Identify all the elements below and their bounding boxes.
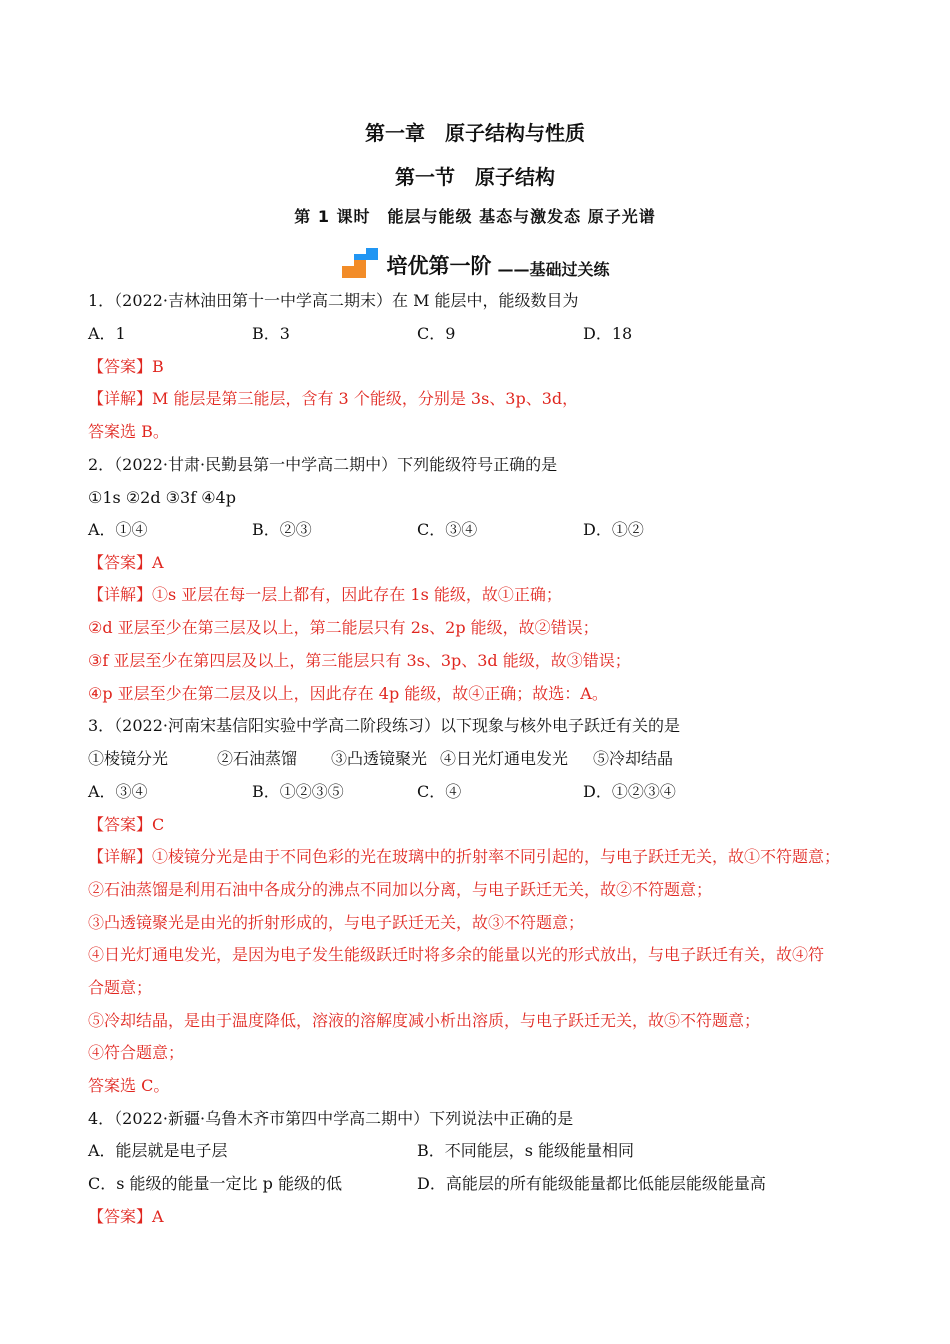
question-1-stem: 1．（2022·吉林油田第十一中学高二期末）在 M 能层中，能级数目为: [88, 291, 579, 310]
question-3-detail: ③凸透镜聚光是由光的折射形成的，与电子跃迁无关，故③不符题意；: [88, 913, 585, 932]
option-b: B．不同能层，s 能级能量相同: [417, 1141, 635, 1160]
question-1-answer: 【答案】B: [88, 357, 164, 376]
option-c: C．s 能级的能量一定比 p 能级的低: [88, 1174, 342, 1193]
item: ⑤冷却结晶: [593, 749, 674, 768]
option-b: B．②③: [252, 520, 312, 539]
option-c: C．③④: [417, 520, 478, 539]
option-a: A．能层就是电子层: [88, 1141, 228, 1160]
question-1-detail: 【详解】M 能层是第三能层，含有 3 个能级，分别是 3s、3p、3d，: [88, 389, 579, 408]
item: ②石油蒸馏: [217, 749, 298, 768]
question-2-detail: 【详解】①s 亚层在每一层上都有，因此存在 1s 能级，故①正确；: [88, 585, 562, 604]
lesson-title: 第 1 课时 能层与能级 基态与激发态 原子光谱: [294, 207, 656, 226]
question-3-detail: 合题意；: [88, 978, 153, 997]
question-3-detail: 答案选 C。: [88, 1076, 170, 1095]
stairs-icon: [340, 246, 380, 280]
chapter-title: 第一章 原子结构与性质: [365, 121, 585, 145]
banner-main: 培优第一阶: [386, 254, 492, 278]
question-3-detail: ⑤冷却结晶，是由于温度降低，溶液的溶解度减小析出溶质，与电子跃迁无关，故⑤不符题意；: [88, 1011, 761, 1030]
item: ①棱镜分光: [88, 749, 169, 768]
question-2-answer: 【答案】A: [88, 553, 164, 572]
option-d: D．高能层的所有能级能量都比低能层能级能量高: [417, 1174, 766, 1193]
option-d: D．①②③④: [583, 782, 676, 801]
question-3-detail: ④日光灯通电发光，是因为电子发生能级跃迁时将多余的能量以光的形式放出，与电子跃迁有关，故④符: [88, 945, 825, 964]
section-title: 第一节 原子结构: [395, 165, 555, 189]
item: ③凸透镜聚光: [331, 749, 428, 768]
option-b: B．3: [252, 324, 290, 343]
option-a: A．①④: [88, 520, 148, 539]
question-2-detail: ④p 亚层至少在第二层及以上，因此存在 4p 能级，故④正确；故选：A。: [88, 684, 608, 703]
question-3-detail: ④符合题意；: [88, 1043, 185, 1062]
question-3-detail: 【详解】①棱镜分光是由于不同色彩的光在玻璃中的折射率不同引起的，与电子跃迁无关，故①不符题意；: [88, 847, 841, 866]
option-c: C．9: [417, 324, 456, 343]
option-a: A．1: [88, 324, 126, 343]
question-3-detail: ②石油蒸馏是利用石油中各成分的沸点不同加以分离，与电子跃迁无关，故②不符题意；: [88, 880, 713, 899]
option-a: A．③④: [88, 782, 148, 801]
question-4-answer: 【答案】A: [88, 1207, 164, 1226]
option-c: C．④: [417, 782, 462, 801]
question-2-detail: ②d 亚层至少在第三层及以上，第二能层只有 2s、2p 能级，故②错误；: [88, 618, 599, 637]
question-1-detail: 答案选 B。: [88, 422, 169, 441]
practice-banner: [0, 246, 950, 284]
banner-sub: ——基础过关练: [497, 260, 610, 279]
item: ④日光灯通电发光: [440, 749, 569, 768]
question-2-detail: ③f 亚层至少在第四层及以上，第三能层只有 3s、3p、3d 能级，故③错误；: [88, 651, 631, 670]
question-4-stem: 4．（2022·新疆·乌鲁木齐市第四中学高二期中）下列说法中正确的是: [88, 1109, 574, 1128]
question-3-answer: 【答案】C: [88, 815, 165, 834]
question-2-stem: 2．（2022·甘肃·民勤县第一中学高二期中）下列能级符号正确的是: [88, 455, 558, 474]
question-2-items: ①1s ②2d ③3f ④4p: [88, 488, 236, 507]
option-b: B．①②③⑤: [252, 782, 344, 801]
option-d: D．18: [583, 324, 633, 343]
option-d: D．①②: [583, 520, 644, 539]
question-3-stem: 3．（2022·河南宋基信阳实验中学高二阶段练习）以下现象与核外电子跃迁有关的是: [88, 716, 680, 735]
